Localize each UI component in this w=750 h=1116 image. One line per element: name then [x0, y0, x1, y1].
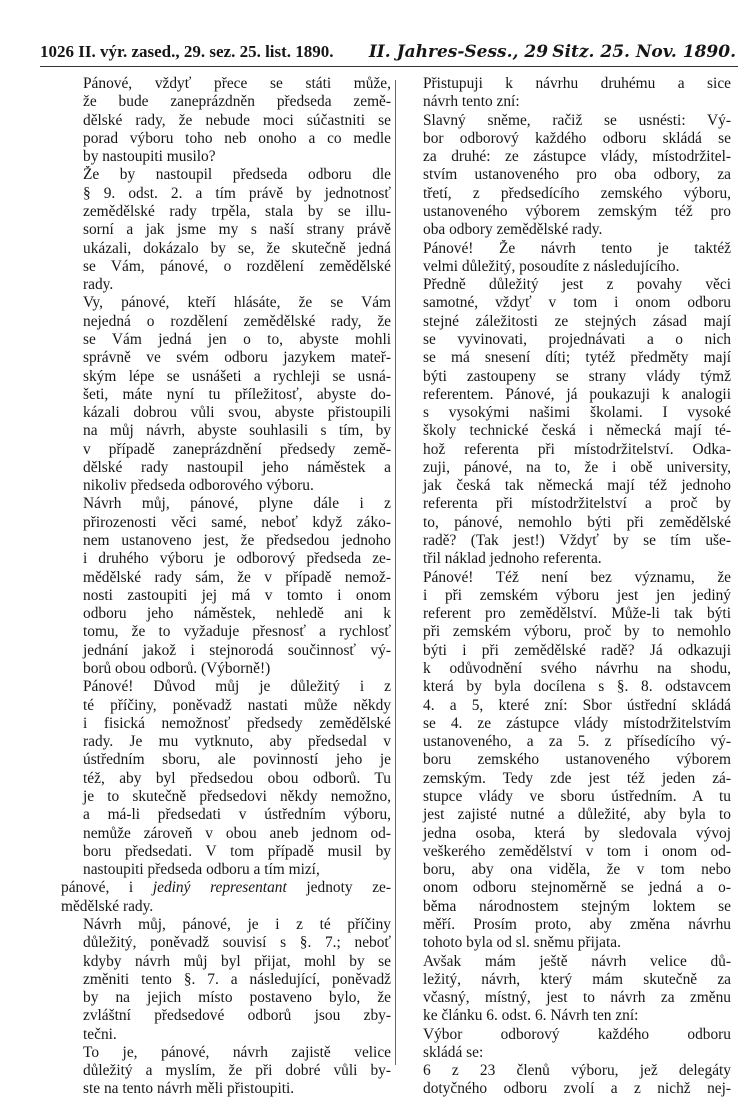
- paragraph: [401, 1062, 731, 1099]
- text-line: borů obou odborů. (Výborně!): [83, 660, 271, 677]
- text-line: tečni.: [83, 1025, 117, 1043]
- text-line: [61, 879, 391, 897]
- paragraph: [401, 953, 731, 1026]
- text-line: je to skutečně předsedovi někdy nemožno,: [83, 787, 391, 805]
- text-line: ste na tento návrh měli přistoupiti.: [83, 1080, 295, 1098]
- text-line: samotné, vždyť v tom i onom odboru: [423, 294, 731, 312]
- column-divider: [395, 80, 396, 1065]
- text-line: Vy, pánové, kteří hlásáte, že se Vám: [83, 294, 391, 312]
- text-line: nosti zastoupiti jej má v tomto i onom: [83, 586, 391, 604]
- text-line: zvláštní předsedové odborů jsou zby-: [83, 1007, 391, 1025]
- text-line: že bude zaneprázdněn předseda země-: [83, 93, 391, 111]
- text-line: by na jejich místo postaveno bylo, že: [83, 989, 391, 1007]
- right-column: [401, 75, 731, 1099]
- text-line: jest zajisté nutné a důležité, aby byla to: [423, 806, 731, 824]
- text-line: běma národnostem stejným loktem se: [423, 897, 731, 915]
- text-line: kázali dobrou vůli svou, abyste přistoupili: [83, 404, 391, 422]
- text-line: školy technické česká i německá mají té-: [423, 422, 731, 440]
- text-line: ustanoveného, a za 5. z přísedícího vý-: [423, 733, 731, 751]
- text-line: a má-li předsedati v ústředním výboru,: [83, 806, 391, 824]
- paragraph: [401, 240, 731, 277]
- text-line: velmi důležitý, posoudíte z následujícího.: [423, 257, 680, 275]
- text-line: v případě zaneprázdnění předsedy země-: [83, 440, 391, 458]
- text-line: býti i při zemědělské radě? Já odkazuji: [423, 641, 731, 659]
- text-line: též, aby byl předsedou obou odborů. Tu: [83, 769, 391, 787]
- header-right: [369, 42, 736, 62]
- text-line: ústředním sboru, ale povinností jeho je: [83, 751, 391, 769]
- text-line: Výbor odborový každého odboru: [423, 1025, 731, 1043]
- text-line: § 9. odst. 2. a tím právě by jednotnosť: [83, 184, 391, 202]
- text-line: Pánové, vždyť přece se státi může,: [83, 75, 391, 92]
- text-line: té příčiny, poněvadž nastati může někdy: [83, 696, 391, 714]
- header-right-part-b: Sitz. 25. Nov. 1890.: [552, 42, 736, 62]
- text-line: kdyby návrh můj byl přijat, mohl by se: [83, 952, 391, 970]
- text-line: včasný, místný, jest to návrh za změnu: [423, 989, 731, 1007]
- text-line: býti zastoupeny se strany vlády týmž: [423, 367, 731, 385]
- text-line: nastoupiti předseda odboru a tím mizí,: [83, 861, 320, 879]
- text-line: onom odboru stejnoměrně se jedná a o-: [423, 879, 731, 897]
- text-line: Slavný sněme, račiž se usnésti: Vý-: [423, 111, 731, 129]
- text-line: se Vám jedná jen o to, abyste mohli: [83, 330, 391, 348]
- left-column: [61, 75, 391, 1099]
- text-line: jak česká tak německá mají též jednoho: [423, 477, 731, 495]
- text-line: měří. Prosím proto, aby změna návrhu: [423, 915, 731, 933]
- text-line: Pánové! Důvod můj je důležitý i z: [83, 678, 391, 696]
- text-line: mědělské rady sám, že v případě nemož-: [83, 568, 391, 586]
- text-line: dělské rady, že nebude moci súčastniti se: [83, 111, 391, 129]
- text-line: přirozenosti věci samé, neboť když záko-: [83, 513, 391, 531]
- text-line: tohoto byla od sl. sněmu přijata.: [423, 934, 621, 952]
- text-line: stejné záležitosti ze stejných zásad mají: [423, 312, 731, 330]
- text-line: To je, pánové, návrh zajistě velice: [83, 1043, 391, 1061]
- text-line: stvím ustanoveného pro oba odbory, za: [423, 166, 731, 184]
- paragraph: [401, 112, 731, 240]
- text-line: odboru jeho náměstek, nehledě ani k: [83, 605, 391, 623]
- text-line: třetí, z předsedícího zemského výboru,: [423, 184, 731, 202]
- text-line: za druhé: ze zástupce vlády, místodržitel-: [423, 148, 731, 166]
- text-line: Návrh můj, pánové, plyne dále i z: [83, 495, 391, 513]
- text-line: ukázali, dokázalo by se, že skutečně jedná: [83, 239, 391, 257]
- text-line: ustanoveného výborem zemským též pro: [423, 202, 731, 220]
- text-segment: pánové, i: [61, 879, 134, 897]
- header-left: 1026 II. výr. zased., 29. sez. 25. list. 1890.: [40, 42, 334, 61]
- text-line: referent pro zemědělství. Může-li tak býti: [423, 605, 731, 623]
- header-right-part-a: II. Jahres-Sess., 29: [368, 42, 549, 62]
- paragraph: [61, 294, 391, 495]
- text-line: dělské rady nastoupil jeho náměstek a: [83, 458, 391, 476]
- text-line: Že by nastoupil předseda odboru dle: [83, 166, 391, 184]
- paragraph: [61, 495, 391, 678]
- text-segment: jednoty ze-: [306, 879, 391, 897]
- text-line: referentem. Pánové, já poukazuji k analogii: [423, 385, 731, 403]
- paragraph: [401, 75, 731, 112]
- text-line: ležitý, návrh, který mám skutečně za: [423, 970, 731, 988]
- text-line: dotyčného odboru zvolí a z nichž nej-: [423, 1080, 731, 1098]
- text-line: 4. a 5, které zní: Sbor ústřední skládá: [423, 696, 731, 714]
- text-line: 6 z 23 členů výboru, jež delegáty: [423, 1062, 731, 1080]
- text-line: tomu, že to vyžaduje přesnosť a rychlosť: [83, 623, 391, 641]
- text-line: se 4. ze zástupce vlády místodržitelstvím: [423, 714, 731, 732]
- text-line: referenta při místodržitelství a proč by: [423, 495, 731, 513]
- text-line: by nastoupiti musilo?: [83, 148, 216, 166]
- text-line: se Vám, pánové, o rozdělení zemědělské: [83, 257, 391, 275]
- text-line: ským lépe se usnášeti a rychleji se usná-: [83, 367, 391, 385]
- text-line: Předně důležitý jest z povahy věci: [423, 276, 731, 294]
- text-line: ke článku 6. odst. 6. Návrh ten zní:: [423, 1007, 639, 1025]
- paragraph: [61, 166, 391, 294]
- italic-phrase: jediný representant: [152, 879, 287, 897]
- text-line: Avšak mám ještě návrh velice dů-: [423, 952, 731, 970]
- text-line: boru, aby ona viděla, že v tom nebo: [423, 861, 731, 879]
- text-line: stupce vlády ve sboru ústředním. A tu: [423, 787, 731, 805]
- text-line: třil náklad jednoho referenta.: [423, 550, 602, 568]
- text-line: i při zemském výboru jest jen jediný: [423, 586, 731, 604]
- text-line: důležitý a myslím, že při dobré vůli by-: [83, 1062, 391, 1080]
- page-header: [40, 36, 736, 66]
- text-line: jednání jakož i stejnorodá součinnosť vý-: [83, 641, 391, 659]
- paragraph: [61, 1044, 391, 1099]
- text-line: skládá se:: [423, 1043, 484, 1061]
- paragraph: [401, 569, 731, 953]
- text-line: nejedná o rozdělení zemědělské rady, že: [83, 312, 391, 330]
- paragraph: [61, 879, 391, 916]
- text-line: šeti, máte nyní tu příležitosť, abyste do-: [83, 385, 391, 403]
- text-line: porad výboru toho neb onoho a co medle: [83, 129, 391, 147]
- text-line: při zemském výboru, proč by to nemohlo: [423, 623, 731, 641]
- paragraph: [61, 678, 391, 879]
- text-line: k odůvodnění svého návrhu na shodu,: [423, 660, 731, 677]
- text-line: bor odborový každého odboru skládá se: [423, 129, 731, 147]
- paragraph: [401, 276, 731, 569]
- header-rule: [40, 66, 738, 67]
- text-line: sorní a jak jsme my s naší strany právě: [83, 221, 391, 239]
- text-line: která by byla docílena s §. 8. odstavcem: [423, 678, 731, 696]
- text-line: Pánové! Že návrh tento je taktéž: [423, 239, 731, 257]
- text-line: důležitý, poněvadž souvisí s §. 7.; neboť: [83, 934, 391, 952]
- text-line: nikoliv předseda odborového výboru.: [83, 477, 314, 495]
- text-line: i fisická nemožnosť předsedy zemědělské: [83, 714, 391, 732]
- text-line: rady.: [83, 276, 114, 294]
- text-line: hož referenta při místodržitelství. Odka-: [423, 440, 731, 458]
- paragraph: [61, 75, 391, 166]
- text-line: Pánové! Též není bez významu, že: [423, 568, 731, 586]
- text-line: nem ustanoveno jest, že předsedou jednoho: [83, 532, 391, 550]
- text-line: i druhého výboru je odborový předseda ze-: [83, 550, 391, 568]
- text-line: veškerého zemědělství v tom i onom od-: [423, 842, 731, 860]
- text-line: se má snesení díti; tytéž předměty mají: [423, 349, 731, 367]
- text-line: boru zemského ustanoveného výborem: [423, 751, 731, 769]
- paragraph: [61, 916, 391, 1044]
- text-line: zemědělské rady trpěla, stala by se illu-: [83, 202, 391, 220]
- text-line: změniti tento §. 7. a následující, poněvadž: [83, 970, 391, 988]
- text-line: mědělské rady.: [61, 897, 154, 915]
- text-line: s vysokými našimi školami. I vysoké: [423, 404, 731, 422]
- text-line: radě? (Tak jest!) Vždyť by se tím uše-: [423, 532, 731, 550]
- paragraph: [401, 1026, 731, 1063]
- text-line: to, pánové, nemohlo býti při zemědělské: [423, 513, 731, 531]
- text-line: zuji, pánové, na to, že i obě university,: [423, 458, 731, 476]
- text-line: boru předsedati. V tom případě musil by: [83, 842, 391, 860]
- text-line: zemským. Tedy zde jest též jeden zá-: [423, 769, 731, 787]
- text-line: jedna osoba, která by sledovala vývoj: [423, 824, 731, 842]
- text-line: Přistupuji k návrhu druhému a sice: [423, 75, 731, 92]
- text-line: správně ve svém odboru jazykem mateř-: [83, 349, 391, 367]
- text-line: se vyvinovati, projednávati a o nich: [423, 330, 731, 348]
- text-line: návrh tento zní:: [423, 93, 520, 111]
- text-line: rady. Je mu vytknuto, aby předsedal v: [83, 733, 391, 751]
- text-line: na můj návrh, abyste souhlasili s tím, by: [83, 422, 391, 440]
- text-line: oba odbory zemědělské rady.: [423, 221, 603, 239]
- text-line: Návrh můj, pánové, je i z té příčiny: [83, 915, 391, 933]
- text-line: nemůže zároveň v obou aneb jednom od-: [83, 824, 391, 842]
